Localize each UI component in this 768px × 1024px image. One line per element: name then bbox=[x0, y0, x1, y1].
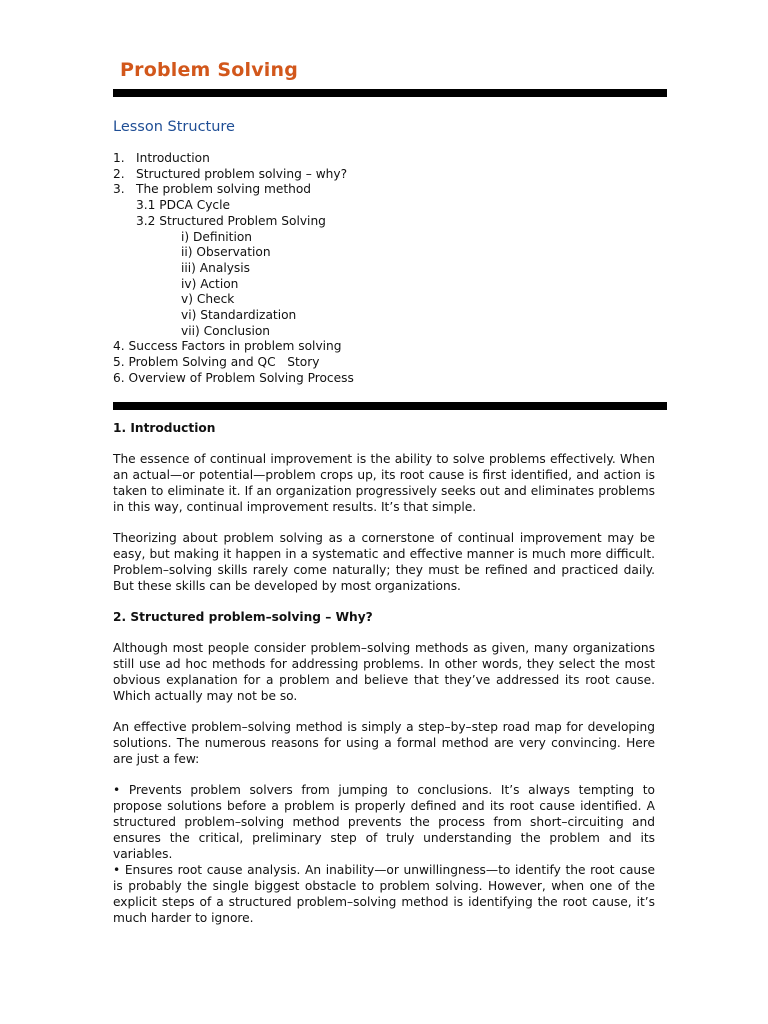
bullet-paragraph: • Ensures root cause analysis. An inability—or unwillingness—to identify the root cause is probably the single biggest obstacle to problem solving. However, when one of the explicit steps of a structured problem–solving method is identifying the root cause, it’s much harder to ignore. bbox=[113, 862, 655, 925]
paragraph: Although most people consider problem–solving methods as given, many organizations still use ad hoc methods for addressing problems. In other words, they select the most obvious explanation for a problem and believe that they’ve addressed its root cause. Which actually may not be so. bbox=[113, 641, 655, 703]
outline-item: 6. Overview of Problem Solving Process bbox=[113, 370, 354, 385]
outline-step: ii) Observation bbox=[181, 245, 271, 260]
section-heading-structured-problem-solving: 2. Structured problem–solving – Why? bbox=[113, 610, 373, 625]
paragraph: An effective problem–solving method is simply a step–by–step road map for developing solutions. The numerous reasons for using a formal method are very convincing. Here are just a few: bbox=[113, 720, 655, 766]
document-body bbox=[113, 421, 655, 927]
lesson-outline bbox=[113, 151, 354, 387]
outline-step: iv) Action bbox=[181, 276, 239, 291]
outline-item: 1. Introduction bbox=[113, 151, 210, 165]
section-heading-introduction: 1. Introduction bbox=[113, 421, 216, 435]
outline-step: vi) Standardization bbox=[181, 308, 297, 323]
outline-step: vii) Conclusion bbox=[181, 323, 271, 338]
paragraph: The essence of continual improvement is the ability to solve problems effectively. When an actual—or potential—problem crops up, its root cause is first identified, and action is taken to eliminate it. If an organization progressively seeks out and eliminates problems in this way, continual improvement results. It’s that simple. bbox=[113, 451, 655, 514]
paragraph: Theorizing about problem solving as a cornerstone of continual improvement may be easy, but making it happen in a systematic and effective manner is much more difficult. Problem–solving skills rarely come naturally; they must be refined and practiced daily. But these skills can be developed by most organizations. bbox=[113, 531, 655, 593]
bullet-paragraph: • Prevents problem solvers from jumping to conclusions. It’s always tempting to propose solutions before a problem is properly defined and its root cause identified. A structured problem–solving method prevents the process from short–circuiting and ensures the critical, preliminary step of truly understanding the problem and its variables. bbox=[113, 783, 655, 862]
outline-subitem: 3.1 PDCA Cycle bbox=[136, 198, 231, 213]
section-divider bbox=[113, 402, 667, 410]
outline-step: v) Check bbox=[181, 292, 235, 307]
outline-item: 5. Problem Solving and QC Story bbox=[113, 355, 320, 370]
outline-item: 3. The problem solving method bbox=[113, 182, 312, 197]
outline-step: i) Definition bbox=[181, 229, 253, 244]
outline-item: 4. Success Factors in problem solving bbox=[113, 339, 342, 354]
lesson-structure-heading: Lesson Structure bbox=[113, 119, 235, 135]
page-title: Problem Solving bbox=[120, 59, 299, 81]
title-divider bbox=[113, 89, 667, 97]
outline-item: 2. Structured problem solving – why? bbox=[113, 166, 348, 181]
outline-step: iii) Analysis bbox=[181, 260, 251, 275]
outline-subitem: 3.2 Structured Problem Solving bbox=[136, 213, 326, 228]
